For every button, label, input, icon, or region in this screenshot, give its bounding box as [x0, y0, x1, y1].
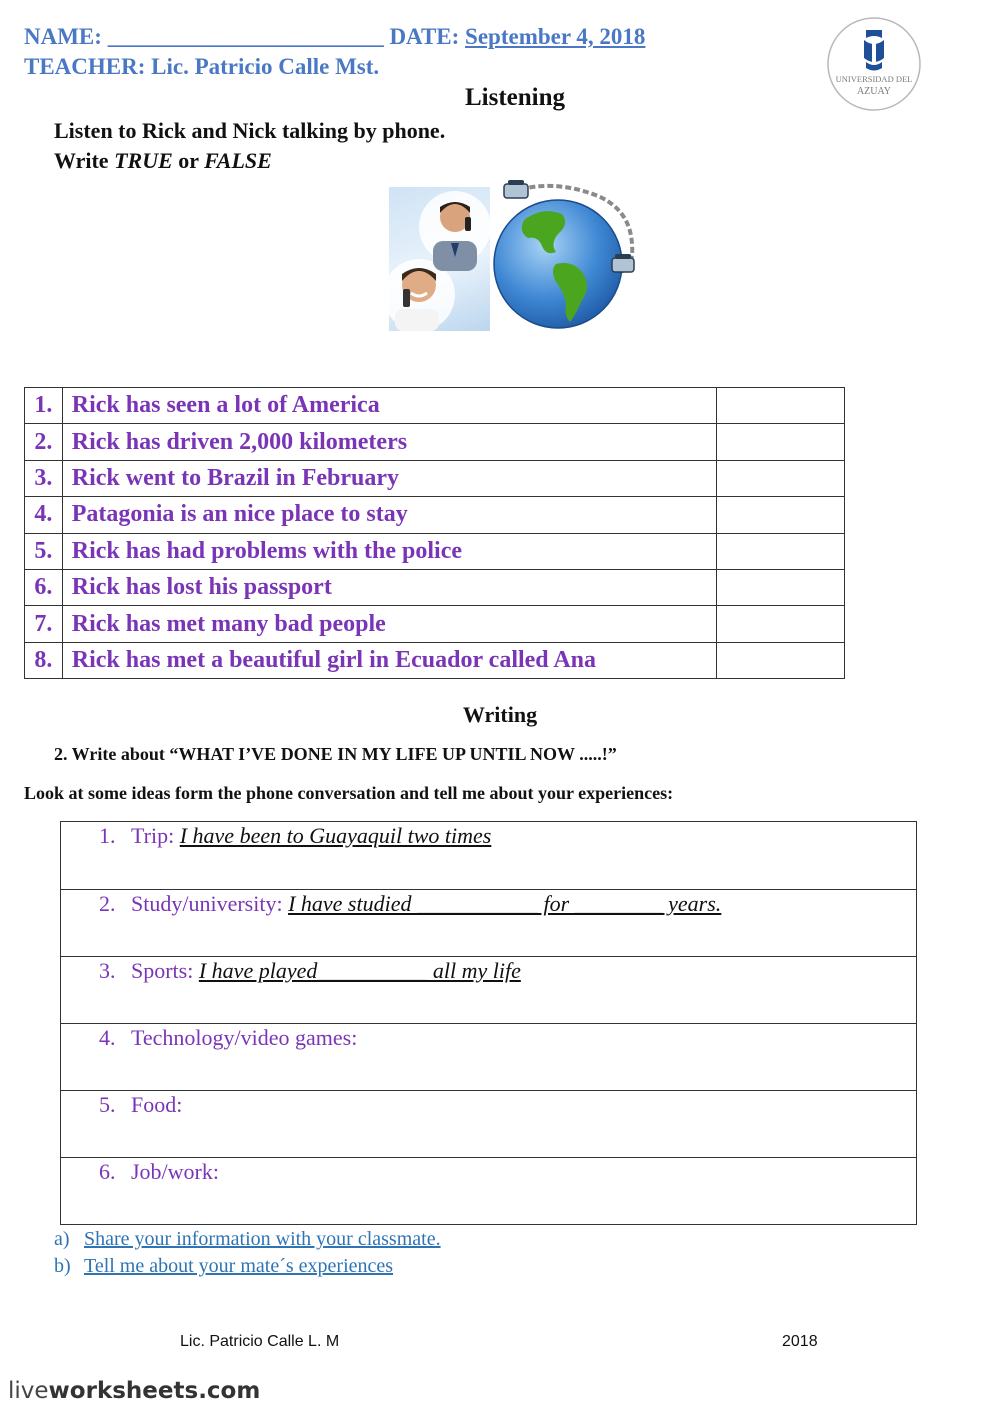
brand-bold: worksheets — [48, 1378, 199, 1404]
footer-year: 2018 — [782, 1333, 818, 1350]
statement-row — [25, 642, 845, 678]
statement-text: Rick has met many bad people — [62, 606, 716, 642]
answer-cell[interactable] — [716, 460, 844, 496]
statement-text: Rick has met a beautiful girl in Ecuador called Ana — [62, 642, 716, 678]
share-a-link[interactable]: Share your information with your classmate. — [84, 1228, 441, 1250]
answer-cell[interactable] — [716, 388, 844, 424]
statement-text: Patagonia is an nice place to stay — [62, 497, 716, 533]
idea-label: Technology/video games: — [131, 1025, 358, 1050]
statement-row — [25, 388, 845, 424]
instruction-2-prefix: Write — [54, 148, 115, 173]
answer-cell[interactable] — [716, 497, 844, 533]
idea-label: Job/work: — [131, 1159, 219, 1184]
share-item-b — [54, 1255, 393, 1278]
idea-number: 4. — [99, 1025, 116, 1050]
statement-row — [25, 533, 845, 569]
listening-instruction-1: Listen to Rick and Nick talking by phone. — [54, 118, 446, 143]
statement-text: Rick has driven 2,000 kilometers — [62, 424, 716, 460]
idea-number: 3. — [99, 958, 116, 983]
statement-number: 1. — [25, 388, 63, 424]
name-blank[interactable]: ________________________ — [107, 24, 384, 49]
name-date-line — [24, 24, 645, 50]
instruction-true: TRUE — [114, 148, 173, 173]
statement-number: 5. — [25, 533, 63, 569]
instruction-false: FALSE — [204, 148, 272, 173]
statement-text: Rick went to Brazil in February — [62, 460, 716, 496]
men-on-phone-photo — [389, 187, 490, 331]
globe-phones-icon — [490, 180, 642, 332]
idea-item — [99, 891, 721, 917]
telephone-top-icon — [504, 180, 528, 198]
date-label: DATE: — [389, 24, 460, 49]
name-label: NAME: — [24, 24, 102, 49]
idea-item — [99, 1159, 219, 1185]
answer-cell[interactable] — [716, 569, 844, 605]
idea-number: 6. — [99, 1159, 116, 1184]
statement-text: Rick has seen a lot of America — [62, 388, 716, 424]
date-value: September 4, 2018 — [465, 24, 646, 49]
teacher-line: TEACHER: Lic. Patricio Calle Mst. — [24, 54, 380, 79]
logo-text-bottom: AZUAY — [856, 86, 892, 97]
share-a-marker: a) — [54, 1228, 70, 1250]
statement-text: Rick has lost his passport — [62, 569, 716, 605]
idea-row[interactable] — [61, 822, 916, 889]
telephone-bottom-icon — [612, 254, 634, 272]
statement-row — [25, 569, 845, 605]
idea-row[interactable] — [61, 1090, 916, 1157]
statement-number: 7. — [25, 606, 63, 642]
statement-row — [25, 424, 845, 460]
listening-instruction-2 — [54, 148, 272, 174]
logo-text-top: UNIVERSIDAD DEL — [835, 74, 913, 84]
footer-author: Lic. Patricio Calle L. M — [180, 1333, 340, 1350]
statement-number: 6. — [25, 569, 63, 605]
idea-row[interactable] — [61, 1023, 916, 1090]
statement-number: 2. — [25, 424, 63, 460]
statement-text: Rick has had problems with the police — [62, 533, 716, 569]
instruction-2-or: or — [172, 148, 205, 173]
writing-instruction: Look at some ideas form the phone conversation and tell me about your experiences: — [24, 783, 674, 803]
answer-cell[interactable] — [716, 533, 844, 569]
statement-number: 3. — [25, 460, 63, 496]
statement-row — [25, 460, 845, 496]
liveworksheets-brand[interactable] — [8, 1378, 260, 1404]
idea-row[interactable] — [61, 1157, 916, 1224]
share-b-marker: b) — [54, 1255, 71, 1277]
true-false-table — [24, 387, 845, 679]
answer-cell[interactable] — [716, 642, 844, 678]
idea-row[interactable] — [61, 889, 916, 956]
idea-example: I have studied ___________ for ________ years. — [288, 891, 722, 916]
idea-example: I have played__________ all my life — [198, 958, 521, 983]
idea-example: I have been to Guayaquil two times — [179, 823, 492, 848]
share-item-a — [54, 1228, 441, 1251]
ideas-box — [60, 821, 917, 1225]
idea-number: 1. — [99, 823, 116, 848]
idea-item — [99, 1025, 357, 1051]
share-b-link[interactable]: Tell me about your mate´s experiences — [84, 1255, 394, 1277]
idea-number: 2. — [99, 891, 116, 916]
brand-light: live — [8, 1378, 49, 1404]
brand-suffix: .com — [198, 1378, 261, 1404]
statement-row — [25, 497, 845, 533]
statement-number: 8. — [25, 642, 63, 678]
idea-row[interactable] — [61, 956, 916, 1023]
idea-item — [99, 958, 521, 984]
writing-task: 2. Write about “WHAT I’VE DONE IN MY LIFE UP UNTIL NOW .....!” — [54, 744, 617, 764]
idea-item — [99, 1092, 182, 1118]
idea-label: Trip: — [131, 823, 180, 848]
statement-row — [25, 606, 845, 642]
idea-label: Sports: — [131, 958, 199, 983]
idea-number: 5. — [99, 1092, 116, 1117]
answer-cell[interactable] — [716, 606, 844, 642]
writing-title: Writing — [462, 702, 538, 727]
idea-label: Study/university: — [131, 891, 289, 916]
idea-item — [99, 823, 491, 849]
listening-title: Listening — [464, 84, 566, 111]
answer-cell[interactable] — [716, 424, 844, 460]
men-on-phone-icon — [389, 187, 490, 331]
idea-label: Food: — [131, 1092, 183, 1117]
statement-number: 4. — [25, 497, 63, 533]
